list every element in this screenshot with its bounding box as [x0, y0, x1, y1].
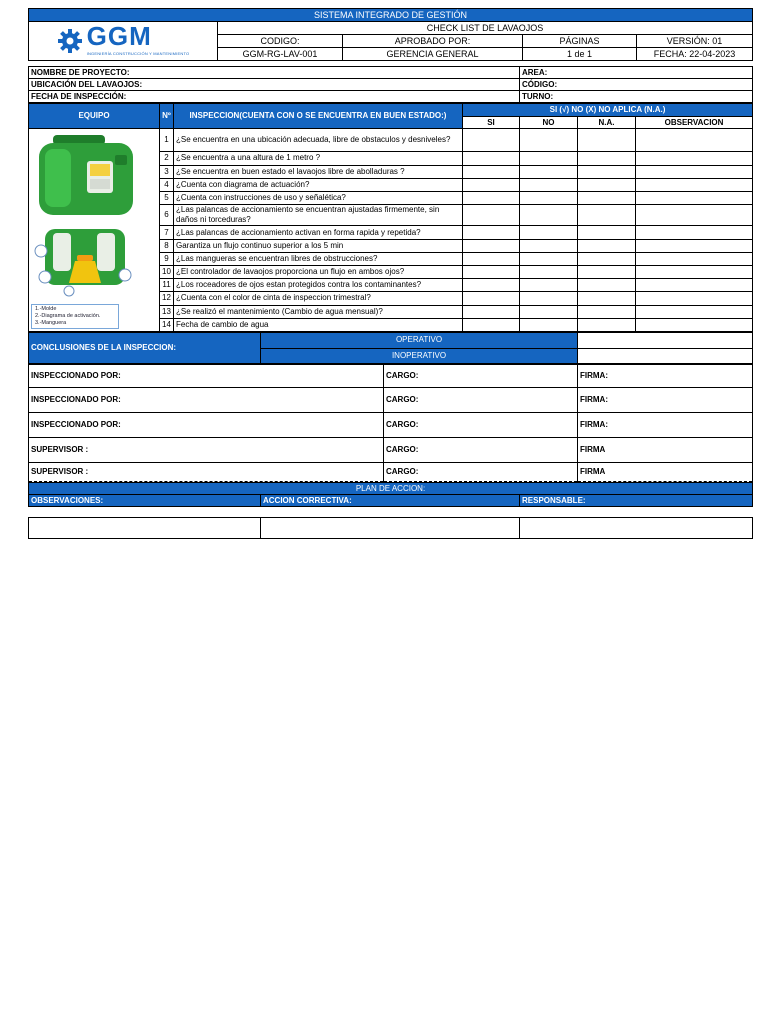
si-cell[interactable] [463, 305, 520, 318]
equipment-legend [31, 304, 119, 329]
item-question: ¿Las palancas de accionamiento activan en forma rapida y repetida? [174, 226, 463, 239]
answer-legend: SI (√) NO (X) NO APLICA (N.A.) [463, 104, 753, 117]
action-plan-title: PLAN DE ACCION: [29, 483, 753, 495]
si-cell[interactable] [463, 205, 520, 226]
shift-field[interactable]: TURNO: [520, 91, 753, 103]
inspection-date-field[interactable]: FECHA DE INSPECCIÓN: [29, 91, 520, 103]
firma-field[interactable]: FIRMA: [578, 413, 753, 438]
cargo-field[interactable]: CARGO: [384, 463, 578, 482]
observation-cell[interactable] [636, 292, 753, 305]
brand-name: GGM [86, 21, 152, 51]
na-cell[interactable] [578, 165, 636, 178]
signer-field[interactable]: SUPERVISOR : [29, 438, 384, 463]
cargo-field[interactable]: CARGO: [384, 413, 578, 438]
signature-row [29, 388, 753, 413]
observation-cell[interactable] [636, 165, 753, 178]
na-cell[interactable] [578, 226, 636, 239]
checklist-row [29, 129, 753, 152]
si-cell[interactable] [463, 292, 520, 305]
si-cell[interactable] [463, 226, 520, 239]
no-cell[interactable] [520, 239, 578, 252]
aprobado-label: APROBADO POR: [343, 35, 523, 48]
action-plan-row [28, 517, 753, 539]
observation-cell[interactable] [636, 239, 753, 252]
equipment-image [29, 129, 160, 332]
no-cell[interactable] [520, 178, 578, 191]
no-cell[interactable] [520, 165, 578, 178]
number-header: Nº [160, 104, 174, 129]
si-cell[interactable] [463, 178, 520, 191]
na-cell[interactable] [578, 178, 636, 191]
company-logo [29, 22, 218, 61]
signer-field[interactable]: SUPERVISOR : [29, 463, 384, 482]
observation-cell[interactable] [636, 305, 753, 318]
na-cell[interactable] [578, 265, 636, 278]
na-cell[interactable] [578, 279, 636, 292]
header-table [28, 8, 753, 61]
signature-row [29, 413, 753, 438]
na-cell[interactable] [578, 318, 636, 331]
si-cell[interactable] [463, 129, 520, 152]
si-cell[interactable] [463, 252, 520, 265]
item-number: 7 [160, 226, 174, 239]
responsable-header: RESPONSABLE: [520, 495, 753, 507]
no-cell[interactable] [520, 152, 578, 165]
item-question: ¿Cuenta con diagrama de actuación? [174, 178, 463, 191]
checklist-sheet [28, 8, 752, 539]
item-question: ¿Cuenta con instrucciones de uso y señalética? [174, 191, 463, 204]
item-question: ¿Se encuentra en buen estado el lavaojos libre de abolladuras ? [174, 165, 463, 178]
signer-field[interactable]: INSPECCIONADO POR: [29, 388, 384, 413]
si-cell[interactable] [463, 239, 520, 252]
action-plan-table [28, 482, 753, 507]
observation-cell[interactable] [636, 191, 753, 204]
system-title: SISTEMA INTEGRADO DE GESTIÓN [29, 9, 753, 22]
equipo-header: EQUIPO [29, 104, 160, 129]
document-title: CHECK LIST DE LAVAOJOS [218, 22, 753, 35]
inspection-header: INSPECCION(CUENTA CON O SE ENCUENTRA EN BUEN ESTADO:) [174, 104, 463, 129]
item-question: ¿Se encuentra a una altura de 1 metro ? [174, 152, 463, 165]
firma-field[interactable]: FIRMA [578, 463, 753, 482]
na-cell[interactable] [578, 205, 636, 226]
no-cell[interactable] [520, 226, 578, 239]
no-header: NO [520, 117, 578, 129]
na-cell[interactable] [578, 292, 636, 305]
si-cell[interactable] [463, 165, 520, 178]
item-number: 4 [160, 178, 174, 191]
responsable-cell[interactable] [520, 518, 753, 539]
item-number: 9 [160, 252, 174, 265]
item-question: ¿El controlador de lavaojos proporciona un flujo en ambos ojos? [174, 265, 463, 278]
na-cell[interactable] [578, 191, 636, 204]
codigo-label: CODIGO: [218, 35, 343, 48]
item-question: Fecha de cambio de agua [174, 318, 463, 331]
item-number: 1 [160, 129, 174, 152]
observation-cell[interactable] [636, 178, 753, 191]
si-cell[interactable] [463, 318, 520, 331]
item-question: Garantiza un flujo continuo superior a los 5 min [174, 239, 463, 252]
item-number: 6 [160, 205, 174, 226]
signer-field[interactable]: INSPECCIONADO POR: [29, 365, 384, 388]
signature-row [29, 365, 753, 388]
na-header: N.A. [578, 117, 636, 129]
observation-cell[interactable] [636, 318, 753, 331]
no-cell[interactable] [520, 265, 578, 278]
signatures-table [28, 364, 753, 482]
firma-field[interactable]: FIRMA [578, 438, 753, 463]
observation-cell[interactable] [636, 205, 753, 226]
observation-cell[interactable] [636, 279, 753, 292]
inoperativo-option[interactable]: INOPERATIVO [261, 348, 578, 364]
observation-cell[interactable] [636, 152, 753, 165]
observation-cell[interactable] [636, 252, 753, 265]
item-number: 11 [160, 279, 174, 292]
na-cell[interactable] [578, 252, 636, 265]
observaciones-cell[interactable] [29, 518, 261, 539]
area-field[interactable]: AREA: [520, 67, 753, 79]
conclusions-table [28, 332, 753, 364]
cargo-field[interactable]: CARGO: [384, 438, 578, 463]
cargo-field[interactable]: CARGO: [384, 365, 578, 388]
aprobado-value: GERENCIA GENERAL [343, 48, 523, 61]
legend-item: 2.-Diagrama de activación. [35, 313, 101, 319]
no-cell[interactable] [520, 279, 578, 292]
item-question: ¿Las palancas de accionamiento se encuentran ajustadas firmemente, sin daños ni torceduras? [174, 205, 463, 226]
signature-row [29, 463, 753, 482]
item-number: 13 [160, 305, 174, 318]
na-cell[interactable] [578, 152, 636, 165]
no-cell[interactable] [520, 318, 578, 331]
si-cell[interactable] [463, 265, 520, 278]
na-cell[interactable] [578, 129, 636, 152]
observation-cell[interactable] [636, 129, 753, 152]
checklist-table [28, 103, 753, 332]
accion-header: ACCION CORRECTIVA: [261, 495, 520, 507]
no-cell[interactable] [520, 191, 578, 204]
item-question: ¿Se realizó el mantenimiento (Cambio de agua mensual)? [174, 305, 463, 318]
gear-icon [57, 28, 83, 54]
codigo-value: GGM-RG-LAV-001 [218, 48, 343, 61]
observation-header: OBSERVACION [636, 117, 753, 129]
accion-cell[interactable] [261, 518, 520, 539]
signature-row [29, 438, 753, 463]
item-number: 8 [160, 239, 174, 252]
paginas-label: PÁGINAS [523, 35, 637, 48]
conclusions-label: CONCLUSIONES DE LA INSPECCION: [29, 333, 261, 364]
no-cell[interactable] [520, 305, 578, 318]
observation-cell[interactable] [636, 265, 753, 278]
code-field[interactable]: CÓDIGO: [520, 79, 753, 91]
observaciones-header: OBSERVACIONES: [29, 495, 261, 507]
operativo-option[interactable]: OPERATIVO [261, 333, 578, 349]
observation-cell[interactable] [636, 226, 753, 239]
no-cell[interactable] [520, 252, 578, 265]
item-number: 5 [160, 191, 174, 204]
si-cell[interactable] [463, 191, 520, 204]
no-cell[interactable] [520, 129, 578, 152]
item-number: 14 [160, 318, 174, 331]
na-cell[interactable] [578, 239, 636, 252]
item-number: 2 [160, 152, 174, 165]
item-number: 10 [160, 265, 174, 278]
fecha-value: FECHA: 22-04-2023 [637, 48, 753, 61]
version-label: VERSIÓN: 01 [637, 35, 753, 48]
item-question: ¿Se encuentra en una ubicación adecuada, libre de obstaculos y desniveles? [174, 129, 463, 152]
si-header: SI [463, 117, 520, 129]
item-number: 3 [160, 165, 174, 178]
legend-item: 1.-Molde [35, 306, 57, 312]
project-name-field[interactable]: NOMBRE DE PROYECTO: [29, 67, 520, 79]
na-cell[interactable] [578, 305, 636, 318]
info-table [28, 66, 753, 103]
brand-tagline: INGENIERÍA CONSTRUCCIÓN Y MANTENIMIENTO [86, 51, 190, 56]
no-cell[interactable] [520, 292, 578, 305]
item-question: ¿Los roceadores de ojos estan protegidos contra los contaminantes? [174, 279, 463, 292]
paginas-value: 1 de 1 [523, 48, 637, 61]
operativo-mark[interactable] [578, 333, 753, 349]
eyewash-station-icon [31, 131, 157, 299]
item-number: 12 [160, 292, 174, 305]
signer-field[interactable]: INSPECCIONADO POR: [29, 413, 384, 438]
cargo-field[interactable]: CARGO: [384, 388, 578, 413]
inoperativo-mark[interactable] [578, 348, 753, 364]
si-cell[interactable] [463, 152, 520, 165]
si-cell[interactable] [463, 279, 520, 292]
legend-item: 3.-Manguera [35, 320, 67, 326]
firma-field[interactable]: FIRMA: [578, 365, 753, 388]
item-question: ¿Cuenta con el color de cinta de inspeccion trimestral? [174, 292, 463, 305]
firma-field[interactable]: FIRMA: [578, 388, 753, 413]
item-question: ¿Las mangueras se encuentran libres de obstrucciones? [174, 252, 463, 265]
no-cell[interactable] [520, 205, 578, 226]
location-field[interactable]: UBICACIÓN DEL LAVAOJOS: [29, 79, 520, 91]
